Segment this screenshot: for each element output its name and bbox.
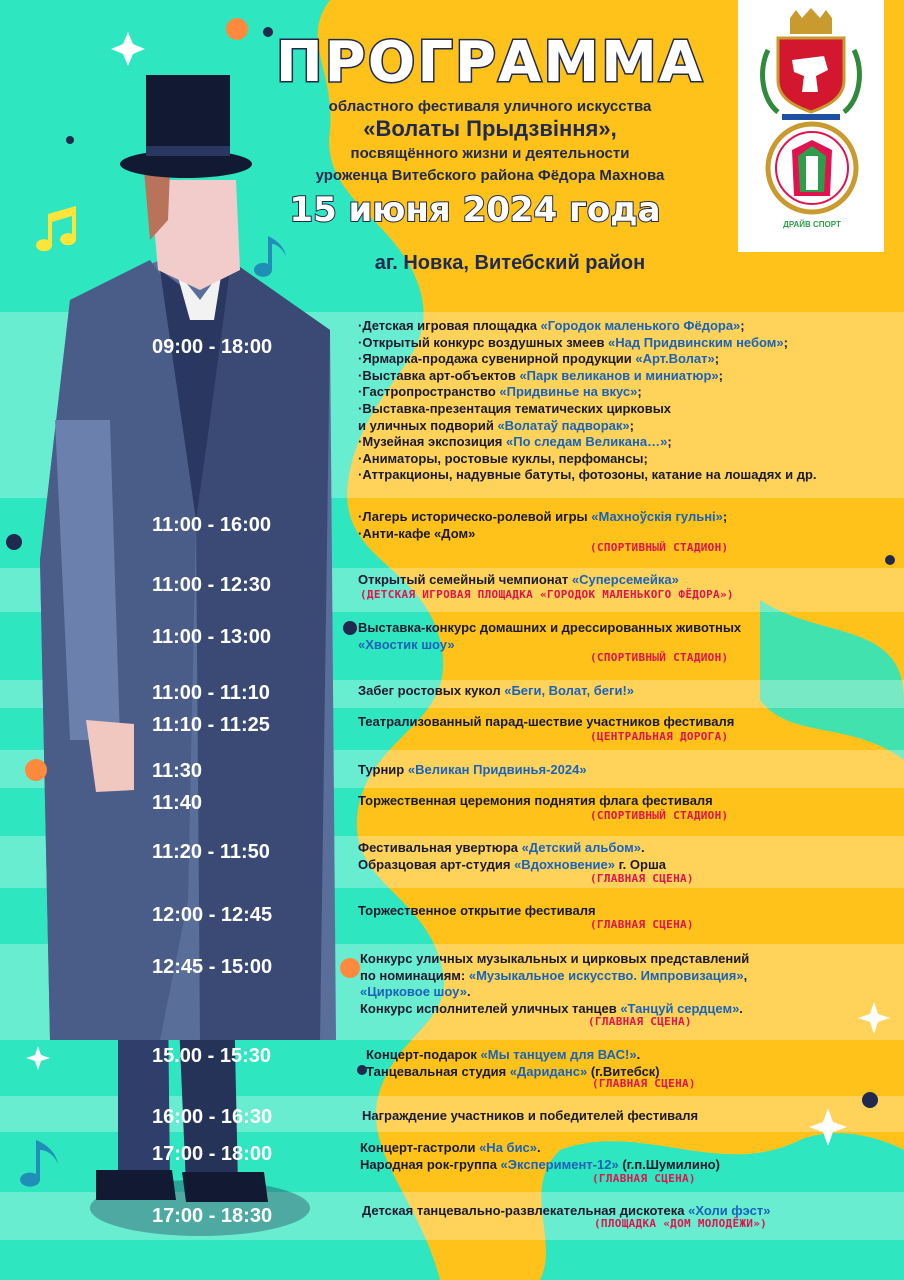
subtitle-line-4: уроженца Витебского района Фёдора Махнова: [315, 167, 665, 184]
schedule-location: (ГЛАВНАЯ СЦЕНА): [592, 1172, 696, 1185]
schedule-description: [358, 840, 666, 873]
description-text: Танцевальная студия: [366, 1063, 510, 1079]
description-text: Театрализованный парад-шествие участников фестиваля: [358, 714, 735, 729]
description-text: Турнир: [358, 762, 408, 777]
schedule-location: (ДЕТСКАЯ ИГРОВАЯ ПЛОЩАДКА «ГОРОДОК МАЛЕНЬКОГО ФЁДОРА»): [360, 588, 734, 601]
description-line: [358, 509, 727, 526]
festival-logo-icon: [758, 116, 866, 220]
page-title: ПРОГРАММА: [275, 30, 705, 95]
schedule-time: 17:00 - 18:30: [152, 1205, 273, 1227]
schedule-description: [358, 793, 713, 810]
description-line: [358, 451, 817, 468]
description-text: ·Музейная экспозиция: [358, 434, 507, 450]
description-highlight: «Арт.Волат»: [635, 351, 715, 367]
schedule-description: [358, 318, 817, 484]
description-text: Народная рок-группа: [360, 1156, 501, 1172]
schedule-description: [360, 951, 749, 1017]
schedule-time: 09:00 - 18:00: [152, 336, 273, 358]
description-highlight: «Городок маленького Фёдора»: [540, 318, 741, 333]
description-suffix: (г.Витебск): [587, 1063, 660, 1079]
description-highlight: «Суперсемейка»: [571, 572, 679, 587]
description-line: [358, 840, 666, 857]
description-line: [358, 683, 634, 700]
schedule-location: (ГЛАВНАЯ СЦЕНА): [588, 1015, 692, 1028]
description-suffix: ;: [637, 384, 642, 400]
schedule-description: [358, 572, 679, 589]
description-text: Образцовая арт-студия: [358, 856, 515, 872]
description-highlight: «Великан Придвинья-2024»: [407, 762, 587, 777]
description-text: ·Выставка-презентация тематических цирковых: [358, 400, 672, 416]
description-line: [366, 1047, 660, 1064]
schedule-description: [358, 620, 741, 653]
description-suffix: ;: [714, 351, 720, 367]
description-text: ·Гастропространство: [358, 384, 500, 400]
description-line: [358, 793, 713, 810]
schedule-time: 17:00 - 18:00: [152, 1143, 273, 1165]
schedule-description: [358, 509, 727, 542]
description-line: [358, 318, 817, 335]
schedule-location: (ЦЕНТРАЛЬНАЯ ДОРОГА): [590, 730, 729, 743]
schedule-location: (СПОРТИВНЫЙ СТАДИОН): [590, 651, 729, 664]
description-text: Концерт-подарок: [366, 1047, 481, 1062]
description-text: Забег ростовых кукол: [358, 683, 505, 698]
schedule-time: 11:00 - 13:00: [152, 626, 271, 648]
description-suffix: .: [537, 1140, 541, 1155]
description-line: [358, 857, 666, 874]
description-suffix: ;: [740, 318, 745, 333]
schedule-location: (ГЛАВНАЯ СЦЕНА): [590, 918, 694, 931]
description-suffix: ,: [743, 967, 748, 983]
schedule-time: 11:40: [152, 792, 203, 814]
festival-logo-caption: ДРАЙВ СПОРТ: [783, 220, 841, 229]
description-line: [358, 401, 817, 418]
description-suffix: ;: [629, 417, 634, 433]
description-highlight: «Беги, Волат, беги!»: [504, 683, 634, 698]
description-highlight: «Вдохновение»: [514, 856, 615, 872]
description-text: ·Выставка арт-объектов: [358, 367, 520, 383]
description-text: Конкурс исполнителей уличных танцев: [360, 1000, 621, 1016]
schedule-description: [366, 1047, 660, 1080]
schedule-description: [358, 762, 587, 779]
description-highlight: «Эксперимент-12»: [500, 1156, 619, 1172]
description-line: [358, 384, 817, 401]
description-text: Детская танцевально-развлекательная дискотека: [362, 1203, 689, 1218]
schedule-description: [358, 714, 734, 731]
schedule-time: 16:00 - 16:30: [152, 1106, 273, 1128]
description-text: Открытый семейный чемпионат: [358, 572, 572, 587]
description-line: [358, 467, 817, 484]
description-suffix: .: [739, 1000, 743, 1016]
description-text: Конкурс уличных музыкальных и цирковых представлений: [360, 951, 750, 966]
description-line: [358, 418, 817, 435]
description-text: Концерт-гастроли: [360, 1140, 480, 1155]
description-suffix: ;: [783, 334, 788, 350]
schedule-time: 12:00 - 12:45: [152, 904, 273, 926]
description-highlight: «Мы танцуем для ВАС!»: [480, 1047, 637, 1062]
description-highlight: «На бис»: [479, 1140, 538, 1155]
description-suffix: .: [466, 984, 471, 1000]
description-line: [358, 903, 596, 920]
description-line: [358, 368, 817, 385]
description-text: ·Ярмарка-продажа сувенирной продукции: [358, 351, 636, 367]
description-highlight: «Детский альбом»: [521, 840, 641, 855]
description-highlight: «Дариданс»: [509, 1063, 588, 1079]
description-line: [358, 572, 679, 589]
festival-name: «Волаты Прыдзвіння»,: [363, 116, 617, 141]
description-suffix: .: [636, 1047, 641, 1062]
description-text: ·Лагерь историческо-ролевой игры: [358, 509, 592, 524]
schedule-location: (СПОРТИВНЫЙ СТАДИОН): [590, 541, 729, 554]
description-highlight: «Махноўскія гульні»: [591, 509, 723, 524]
schedule-time: 15.00 - 15:30: [152, 1045, 271, 1067]
description-line: [358, 714, 734, 731]
description-line: [358, 762, 587, 779]
description-suffix: (г.п.Шумилино): [618, 1156, 720, 1172]
schedule-description: [358, 683, 634, 700]
schedule-time: 12:45 - 15:00: [152, 956, 273, 978]
schedule-time: 11:00 - 12:30: [152, 574, 271, 596]
schedule-location: (ГЛАВНАЯ СЦЕНА): [592, 1077, 696, 1090]
description-line: [360, 1157, 720, 1174]
description-line: [358, 526, 727, 543]
description-text: Торжественная церемония поднятия флага фестиваля: [358, 793, 713, 808]
description-line: [358, 351, 817, 368]
description-text: ·Детская игровая площадка: [358, 318, 541, 333]
description-text: ·Анти-кафе «Дом»: [358, 525, 476, 541]
description-text: Торжественное открытие фестиваля: [358, 903, 596, 918]
description-line: [358, 434, 817, 451]
description-suffix: ;: [667, 434, 672, 450]
description-text: ·Аниматоры, ростовые куклы, перфомансы;: [358, 450, 648, 466]
description-line: [362, 1108, 698, 1125]
schedule-time: 11:00 - 11:10: [152, 682, 270, 704]
description-text: Выставка-конкурс домашних и дрессированных животных: [358, 620, 742, 635]
schedule-time: 11:00 - 16:00: [152, 514, 271, 536]
description-text: Фестивальная увертюра: [358, 840, 522, 855]
event-date: 15 июня 2024 года: [289, 190, 661, 230]
description-line: [360, 968, 749, 985]
description-highlight: «По следам Великана…»: [506, 434, 668, 450]
schedule-description: [362, 1108, 698, 1125]
description-highlight: «Придвинье на вкус»: [499, 384, 638, 400]
description-text: и уличных подворий: [358, 417, 498, 433]
description-highlight: «Над Придвинским небом»: [608, 334, 784, 350]
description-line: [358, 620, 741, 637]
description-suffix: .: [641, 840, 645, 855]
description-highlight: «Парк великанов и миниатюр»: [519, 367, 719, 383]
description-highlight: «Музыкальное искусство. Импровизация»: [468, 967, 744, 983]
event-place: аг. Новка, Витебский район: [374, 252, 646, 274]
schedule-time: 11:10 - 11:25: [152, 714, 270, 736]
subtitle-line-3: посвящённого жизни и деятельности: [350, 145, 630, 162]
description-suffix: г. Орша: [614, 856, 667, 872]
description-highlight: «Хвостик шоу»: [358, 636, 455, 652]
description-suffix: ;: [718, 367, 724, 383]
description-line: [360, 984, 749, 1001]
description-highlight: «Цирковое шоу»: [360, 984, 467, 1000]
schedule-location: (ПЛОЩАДКА «ДОМ МОЛОДЁЖИ»): [594, 1217, 768, 1230]
description-line: [360, 951, 749, 968]
description-text: ·Аттракционы, надувные батуты, фотозоны, катание на лошадях и др.: [358, 467, 817, 483]
description-highlight: «Волатаў падворак»: [497, 417, 630, 433]
schedule-time: 11:20 - 11:50: [152, 841, 270, 863]
description-text: по номинациям:: [360, 967, 469, 983]
schedule-description: [360, 1140, 720, 1173]
description-suffix: ;: [722, 509, 728, 524]
description-text: Награждение участников и победителей фестиваля: [362, 1108, 699, 1123]
description-highlight: «Танцуй сердцем»: [620, 1000, 740, 1016]
description-highlight: «Холи фэст»: [688, 1203, 771, 1218]
description-line: [360, 1140, 720, 1157]
subtitle-line-1: областного фестиваля уличного искусства: [328, 98, 652, 115]
description-line: [358, 335, 817, 352]
schedule-location: (СПОРТИВНЫЙ СТАДИОН): [590, 809, 729, 822]
schedule-description: [358, 903, 596, 920]
description-text: ·Открытый конкурс воздушных змеев: [358, 334, 609, 350]
schedule-time: 11:30: [152, 760, 203, 782]
schedule-location: (ГЛАВНАЯ СЦЕНА): [590, 872, 694, 885]
